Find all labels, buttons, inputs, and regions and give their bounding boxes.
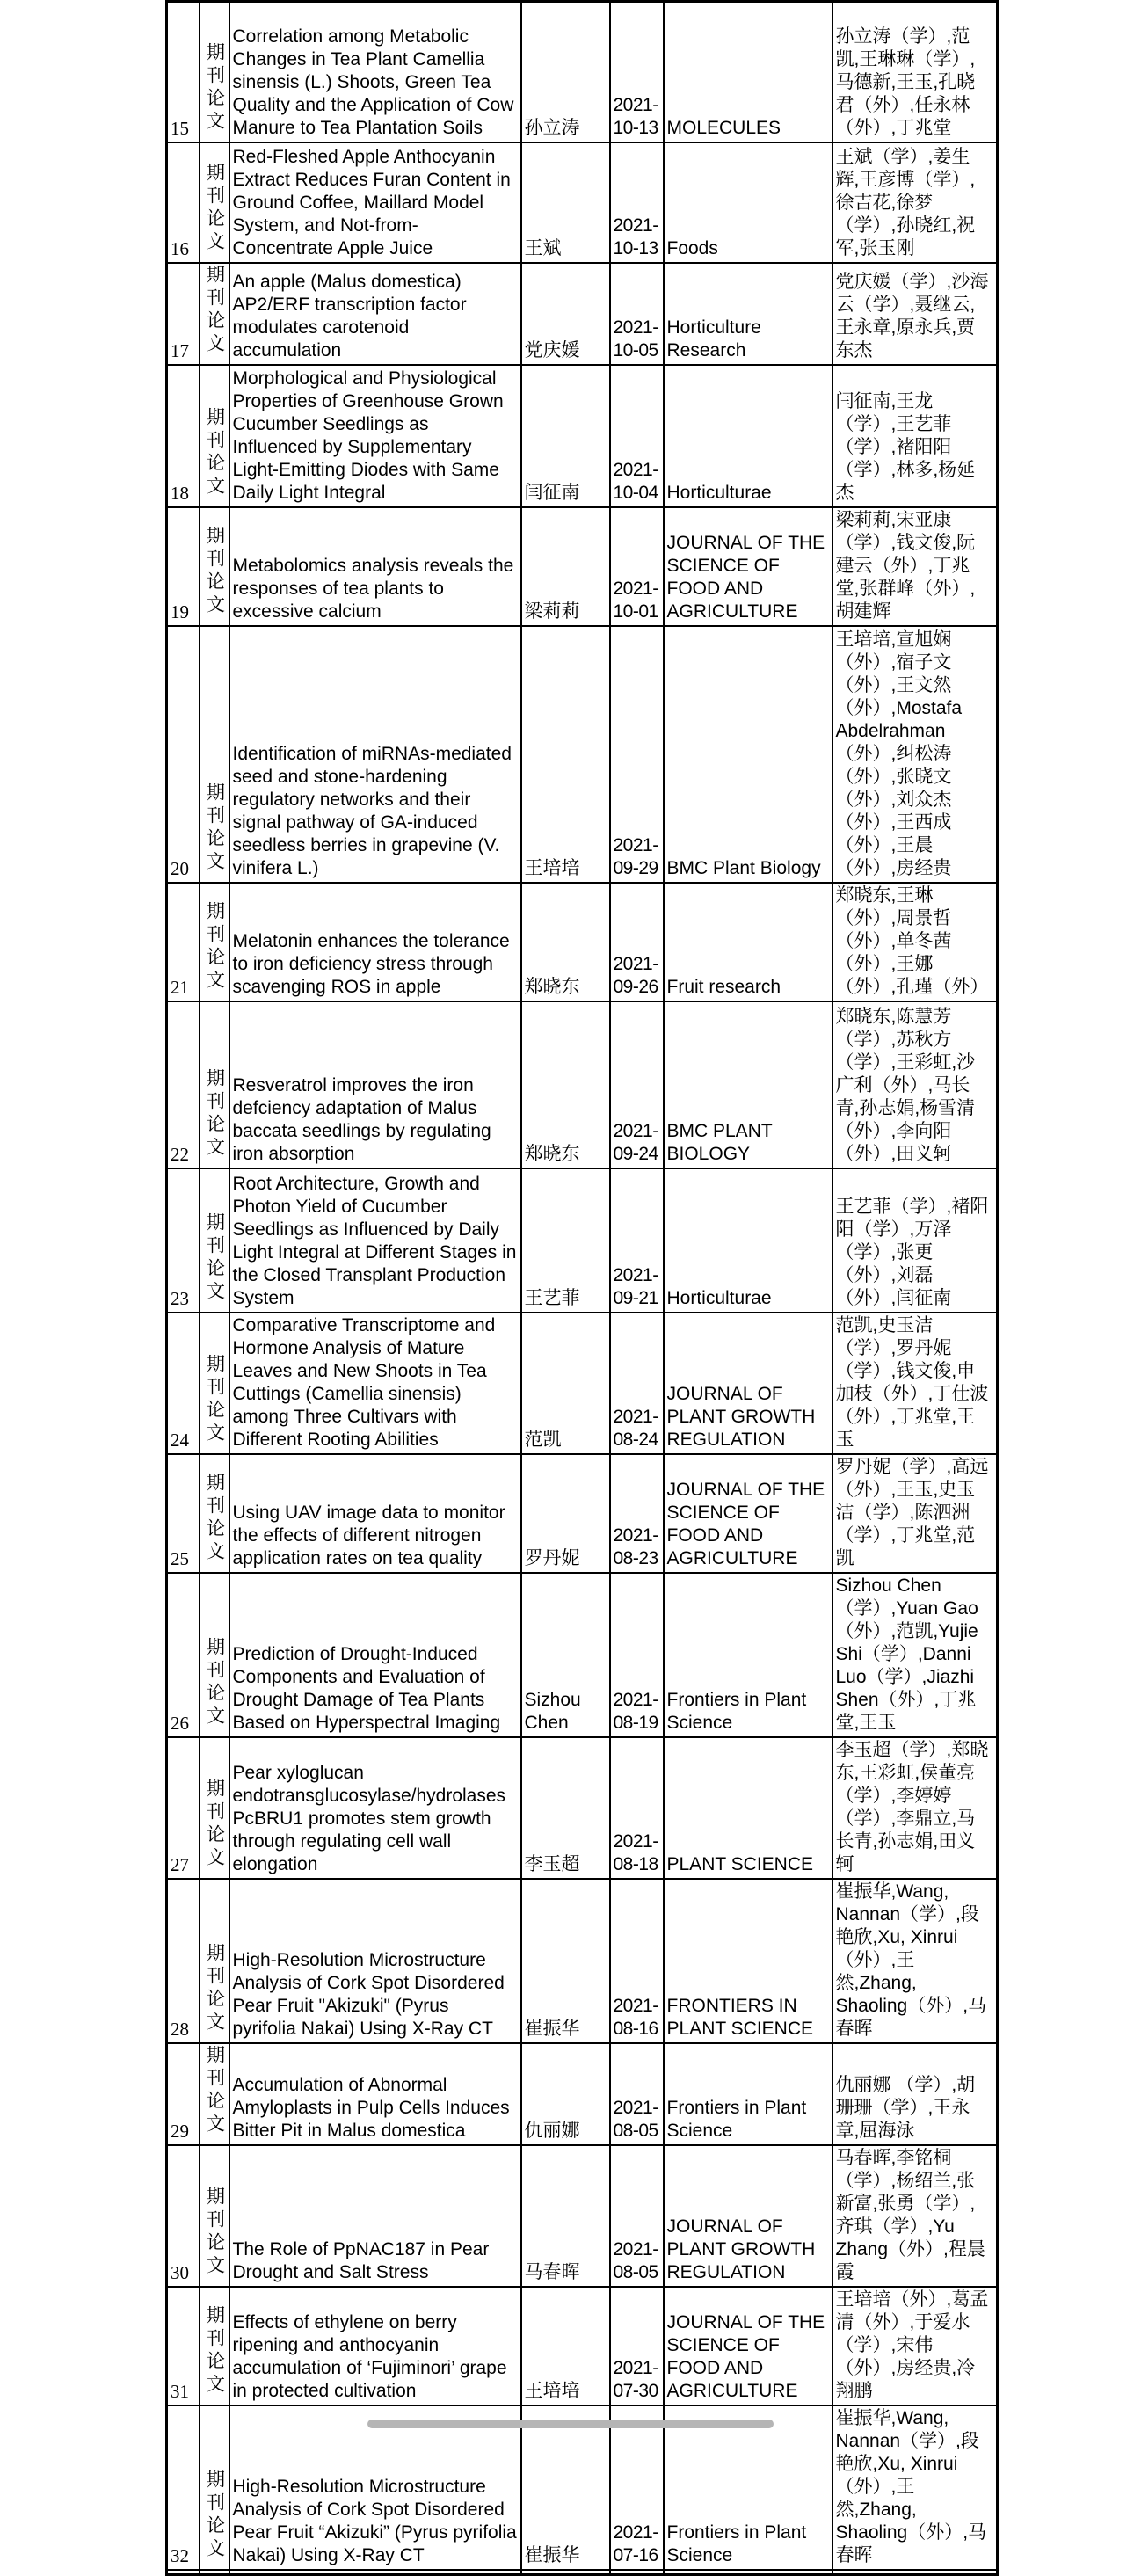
pub-type-vertical-text: 期刊论文 xyxy=(204,2304,225,2397)
date-cell: 2021-08-18 xyxy=(610,1737,664,1879)
journal-cell: BMC PLANT BIOLOGY xyxy=(664,1001,832,1168)
empty-cell xyxy=(200,2570,229,2575)
date-cell: 2021-08-05 xyxy=(610,2043,664,2145)
title-cell: Melatonin enhances the tolerance to iron deficiency stress through scavenging ROS in apple xyxy=(229,883,521,1001)
date-cell: 2021-09-29 xyxy=(610,626,664,883)
authors-cell: 马春晖,李铭桐（学）,杨绍兰,张新富,张勇（学）,齐琪（学）,Yu Zhang（外）,程晨霞 xyxy=(832,2145,998,2287)
first-author-cell: 仇丽娜 xyxy=(521,2043,610,2145)
date-cell: 2021-10-05 xyxy=(610,263,664,365)
title-cell: Identification of miRNAs-mediated seed and stone-hardening regulatory networks and their signal pathway of GA-induced seedless berries in grapevine (V. vinifera L.) xyxy=(229,626,521,883)
pub-type-vertical-text: 期刊论文 xyxy=(204,1353,225,1445)
first-author-cell: 范凯 xyxy=(521,1313,610,1454)
pub-type-cell xyxy=(200,1454,229,1573)
authors-cell: 罗丹妮（学）,高远（外）,王玉,史玉洁（学）,陈泗洲（学）,丁兆堂,范凯 xyxy=(832,1454,998,1573)
pub-type-vertical-text: 期刊论文 xyxy=(204,41,225,134)
pub-type-cell xyxy=(200,1001,229,1168)
row-number-cell: 18 xyxy=(167,365,200,507)
date-cell: 2021-07-30 xyxy=(610,2287,664,2405)
date-cell: 2021-08-19 xyxy=(610,1573,664,1737)
title-cell: Resveratrol improves the iron defciency adaptation of Malus baccata seedlings by regulating iron absorption xyxy=(229,1001,521,1168)
date-cell: 2021-10-13 xyxy=(610,142,664,263)
journal-cell: Frontiers in Plant Science xyxy=(664,2405,832,2570)
first-author-cell: 孙立涛 xyxy=(521,2,610,142)
first-author-cell: 王培培 xyxy=(521,626,610,883)
journal-cell: MOLECULES xyxy=(664,2,832,142)
first-author-cell: 崔振华 xyxy=(521,1879,610,2043)
table-row xyxy=(167,1168,998,1313)
pub-type-vertical-text: 期刊论文 xyxy=(204,2469,225,2561)
table-row xyxy=(167,2043,998,2145)
title-cell: Morphological and Physiological Properties of Greenhouse Grown Cucumber Seedlings as Influenced by Supplementary Light-Emitting Diodes with Same Daily Light Integral xyxy=(229,365,521,507)
first-author-cell: 党庆媛 xyxy=(521,263,610,365)
first-author-cell: 闫征南 xyxy=(521,365,610,507)
table-row xyxy=(167,1001,998,1168)
pub-type-cell xyxy=(200,1313,229,1454)
date-cell: 2021-10-13 xyxy=(610,2,664,142)
title-cell: Prediction of Drought-Induced Components and Evaluation of Drought Damage of Tea Plants Based on Hyperspectral Imaging xyxy=(229,1573,521,1737)
table-row xyxy=(167,365,998,507)
date-cell: 2021-09-21 xyxy=(610,1168,664,1313)
table-row xyxy=(167,1573,998,1737)
authors-cell: 仇丽娜 （学）,胡珊珊（学）,王永章,屈海泳 xyxy=(832,2043,998,2145)
journal-cell: Horticulture Research xyxy=(664,263,832,365)
authors-cell: 梁莉莉,宋亚康（学）,钱文俊,阮建云（外）,丁兆堂,张群峰（外）,胡建辉 xyxy=(832,507,998,626)
horizontal-scrollbar-thumb[interactable] xyxy=(367,2420,774,2428)
authors-cell: 崔振华,Wang, Nannan（学）,段艳欣,Xu, Xinrui（外）,王然,Zhang, Shaoling（外）,马春晖 xyxy=(832,2405,998,2570)
row-number-cell: 22 xyxy=(167,1001,200,1168)
row-number-cell: 27 xyxy=(167,1737,200,1879)
pub-type-vertical-text: 期刊论文 xyxy=(204,264,225,356)
publications-table-container xyxy=(165,0,999,2576)
date-cell: 2021-08-05 xyxy=(610,2145,664,2287)
journal-cell: Frontiers in Plant Science xyxy=(664,2043,832,2145)
authors-cell: 李玉超（学）,郑晓东,王彩虹,侯董亮（学）,李婷婷（学）,李鼎立,马长青,孙志娟,田义轲 xyxy=(832,1737,998,1879)
table-row xyxy=(167,2287,998,2405)
title-cell: Pear xyloglucan endotransglucosylase/hydrolases PcBRU1 promotes stem growth through regulating cell wall elongation xyxy=(229,1737,521,1879)
title-cell: Red-Fleshed Apple Anthocyanin Extract Reduces Furan Content in Ground Coffee, Maillard Model System, and Not-from-Concentrate Apple Juice xyxy=(229,142,521,263)
pub-type-vertical-text: 期刊论文 xyxy=(204,900,225,993)
journal-cell: JOURNAL OF PLANT GROWTH REGULATION xyxy=(664,1313,832,1454)
title-cell: The Role of PpNAC187 in Pear Drought and Salt Stress xyxy=(229,2145,521,2287)
pub-type-vertical-text: 期刊论文 xyxy=(204,1212,225,1304)
empty-cell xyxy=(832,2570,998,2575)
table-row xyxy=(167,626,998,883)
journal-cell: BMC Plant Biology xyxy=(664,626,832,883)
first-author-cell: Sizhou Chen xyxy=(521,1573,610,1737)
date-cell: 2021-08-24 xyxy=(610,1313,664,1454)
title-cell: Correlation among Metabolic Changes in Tea Plant Camellia sinensis (L.) Shoots, Green Tea Quality and the Application of Cow Manure to Tea Plantation Soils xyxy=(229,2,521,142)
row-number-cell: 25 xyxy=(167,1454,200,1573)
journal-cell: Horticulturae xyxy=(664,1168,832,1313)
first-author-cell: 王斌 xyxy=(521,142,610,263)
table-row xyxy=(167,2145,998,2287)
pub-type-cell xyxy=(200,1737,229,1879)
date-cell: 2021-07-16 xyxy=(610,2405,664,2570)
pub-type-cell xyxy=(200,2287,229,2405)
authors-cell: 崔振华,Wang, Nannan（学）,段艳欣,Xu, Xinrui（外）,王然,Zhang, Shaoling（外）,马春晖 xyxy=(832,1879,998,2043)
authors-cell: 郑晓东,王琳（外）,周景哲（外）,单冬茜（外）,王娜（外）,孔瑾（外） xyxy=(832,883,998,1001)
authors-cell: 王艺菲（学）,褚阳阳（学）,万泽（学）,张更（外）,刘磊（外）,闫征南 xyxy=(832,1168,998,1313)
date-cell: 2021-09-26 xyxy=(610,883,664,1001)
table-row xyxy=(167,1737,998,1879)
journal-cell: JOURNAL OF THE SCIENCE OF FOOD AND AGRICULTURE xyxy=(664,2287,832,2405)
journal-cell: FRONTIERS IN PLANT SCIENCE xyxy=(664,1879,832,2043)
first-author-cell: 罗丹妮 xyxy=(521,1454,610,1573)
journal-cell: Foods xyxy=(664,142,832,263)
authors-cell: 范凯,史玉洁（学）,罗丹妮（学）,钱文俊,申加枝（外）,丁仕波（外）,丁兆堂,王玉 xyxy=(832,1313,998,1454)
title-cell: An apple (Malus domestica) AP2/ERF transcription factor modulates carotenoid accumulation xyxy=(229,263,521,365)
pub-type-vertical-text: 期刊论文 xyxy=(204,406,225,498)
first-author-cell: 马春晖 xyxy=(521,2145,610,2287)
date-cell: 2021-08-23 xyxy=(610,1454,664,1573)
row-number-cell: 26 xyxy=(167,1573,200,1737)
table-row xyxy=(167,1313,998,1454)
first-author-cell: 崔振华 xyxy=(521,2405,610,2570)
publications-table-body xyxy=(167,2,998,2575)
row-number-cell: 32 xyxy=(167,2405,200,2570)
empty-cell xyxy=(664,2570,832,2575)
date-cell: 2021-08-16 xyxy=(610,1879,664,2043)
row-number-cell: 28 xyxy=(167,1879,200,2043)
pub-type-vertical-text: 期刊论文 xyxy=(204,1472,225,1564)
title-cell: High-Resolution Microstructure Analysis of Cork Spot Disordered Pear Fruit "Akizuki" (Pyrus pyrifolia Nakai) Using X-Ray CT xyxy=(229,1879,521,2043)
authors-cell: 王斌（学）,姜生辉,王彦博（学）,徐吉花,徐梦（学）,孙晓红,祝军,张玉刚 xyxy=(832,142,998,263)
table-row xyxy=(167,263,998,365)
pub-type-cell xyxy=(200,883,229,1001)
journal-cell: JOURNAL OF THE SCIENCE OF FOOD AND AGRICULTURE xyxy=(664,1454,832,1573)
title-cell: Using UAV image data to monitor the effects of different nitrogen application rates on tea quality xyxy=(229,1454,521,1573)
first-author-cell: 王艺菲 xyxy=(521,1168,610,1313)
pub-type-cell xyxy=(200,626,229,883)
row-number-cell: 16 xyxy=(167,142,200,263)
empty-cell xyxy=(610,2570,664,2575)
authors-cell: 党庆媛（学）,沙海云（学）,聂继云,王永章,原永兵,贾东杰 xyxy=(832,263,998,365)
title-cell: Metabolomics analysis reveals the responses of tea plants to excessive calcium xyxy=(229,507,521,626)
empty-cell xyxy=(229,2570,521,2575)
title-cell: High-Resolution Microstructure Analysis of Cork Spot Disordered Pear Fruit “Akizuki” (Pyrus pyrifolia Nakai) Using X-Ray CT xyxy=(229,2405,521,2570)
row-number-cell: 15 xyxy=(167,2,200,142)
publications-table xyxy=(165,0,999,2576)
pub-type-cell xyxy=(200,507,229,626)
row-number-cell: 29 xyxy=(167,2043,200,2145)
journal-cell: JOURNAL OF THE SCIENCE OF FOOD AND AGRICULTURE xyxy=(664,507,832,626)
pub-type-vertical-text: 期刊论文 xyxy=(204,2186,225,2278)
row-number-cell: 30 xyxy=(167,2145,200,2287)
title-cell: Root Architecture, Growth and Photon Yield of Cucumber Seedlings as Influenced by Daily Light Integral at Different Stages in the Closed Transplant Production System xyxy=(229,1168,521,1313)
row-number-cell: 20 xyxy=(167,626,200,883)
row-number-cell: 24 xyxy=(167,1313,200,1454)
first-author-cell: 王培培 xyxy=(521,2287,610,2405)
journal-cell: Fruit research xyxy=(664,883,832,1001)
pub-type-vertical-text: 期刊论文 xyxy=(204,782,225,874)
journal-cell: PLANT SCIENCE xyxy=(664,1737,832,1879)
journal-cell: Horticulturae xyxy=(664,365,832,507)
title-cell: Effects of ethylene on berry ripening and anthocyanin accumulation of ‘Fujiminori’ grape in protected cultivation xyxy=(229,2287,521,2405)
row-number-cell: 23 xyxy=(167,1168,200,1313)
journal-cell: JOURNAL OF PLANT GROWTH REGULATION xyxy=(664,2145,832,2287)
table-row xyxy=(167,507,998,626)
pub-type-vertical-text: 期刊论文 xyxy=(204,1636,225,1728)
row-number-cell: 31 xyxy=(167,2287,200,2405)
pub-type-cell xyxy=(200,365,229,507)
pub-type-vertical-text: 期刊论文 xyxy=(204,1942,225,2034)
authors-cell: 王培培（外）,葛孟清（外）,于爱水（学）,宋伟（外）,房经贵,冷翔鹏 xyxy=(832,2287,998,2405)
row-number-cell: 19 xyxy=(167,507,200,626)
journal-cell: Frontiers in Plant Science xyxy=(664,1573,832,1737)
first-author-cell: 郑晓东 xyxy=(521,1001,610,1168)
title-cell: Comparative Transcriptome and Hormone Analysis of Mature Leaves and New Shoots in Tea Cuttings (Camellia sinensis) among Three Cultivars with Different Rooting Abilities xyxy=(229,1313,521,1454)
pub-type-vertical-text: 期刊论文 xyxy=(204,1067,225,1160)
table-row xyxy=(167,883,998,1001)
title-cell: Accumulation of Abnormal Amyloplasts in Pulp Cells Induces Bitter Pit in Malus domestica xyxy=(229,2043,521,2145)
authors-cell: Sizhou Chen（学）,Yuan Gao（外）,范凯,Yujie Shi（学）,Danni Luo（学）,Jiazhi Shen（外）,丁兆堂,王玉 xyxy=(832,1573,998,1737)
first-author-cell: 梁莉莉 xyxy=(521,507,610,626)
table-row xyxy=(167,1454,998,1573)
pub-type-cell xyxy=(200,2043,229,2145)
pub-type-cell xyxy=(200,1879,229,2043)
first-author-cell: 李玉超 xyxy=(521,1737,610,1879)
table-row xyxy=(167,2,998,142)
row-number-cell: 21 xyxy=(167,883,200,1001)
pub-type-vertical-text: 期刊论文 xyxy=(204,162,225,254)
pub-type-cell xyxy=(200,263,229,365)
empty-cell xyxy=(167,2570,200,2575)
partial-next-row xyxy=(167,2570,998,2575)
table-row xyxy=(167,142,998,263)
empty-cell xyxy=(521,2570,610,2575)
pub-type-cell xyxy=(200,142,229,263)
authors-cell: 闫征南,王龙（学）,王艺菲（学）,褚阳阳（学）,林多,杨延杰 xyxy=(832,365,998,507)
pub-type-cell xyxy=(200,1168,229,1313)
authors-cell: 郑晓东,陈慧芳（学）,苏秋方（学）,王彩虹,沙广利（外）,马长青,孙志娟,杨雪清（外）,李向阳（外）,田义轲 xyxy=(832,1001,998,1168)
pub-type-vertical-text: 期刊论文 xyxy=(204,2044,225,2136)
first-author-cell: 郑晓东 xyxy=(521,883,610,1001)
pub-type-cell xyxy=(200,2,229,142)
pub-type-cell xyxy=(200,2145,229,2287)
date-cell: 2021-10-01 xyxy=(610,507,664,626)
authors-cell: 王培培,宣旭娴（外）,宿子文（外）,王文然（外）,Mostafa Abdelrahman（外）,纠松涛（外）,张晓文（外）,刘众杰（外）,王西成（外）,王晨（外）,房经贵 xyxy=(832,626,998,883)
authors-cell: 孙立涛（学）,范凯,王琳琳（学）,马德新,王玉,孔晓君（外）,任永林（外）,丁兆堂 xyxy=(832,2,998,142)
table-row xyxy=(167,1879,998,2043)
date-cell: 2021-10-04 xyxy=(610,365,664,507)
row-number-cell: 17 xyxy=(167,263,200,365)
pub-type-vertical-text: 期刊论文 xyxy=(204,525,225,617)
pub-type-vertical-text: 期刊论文 xyxy=(204,1778,225,1870)
pub-type-cell xyxy=(200,1573,229,1737)
date-cell: 2021-09-24 xyxy=(610,1001,664,1168)
